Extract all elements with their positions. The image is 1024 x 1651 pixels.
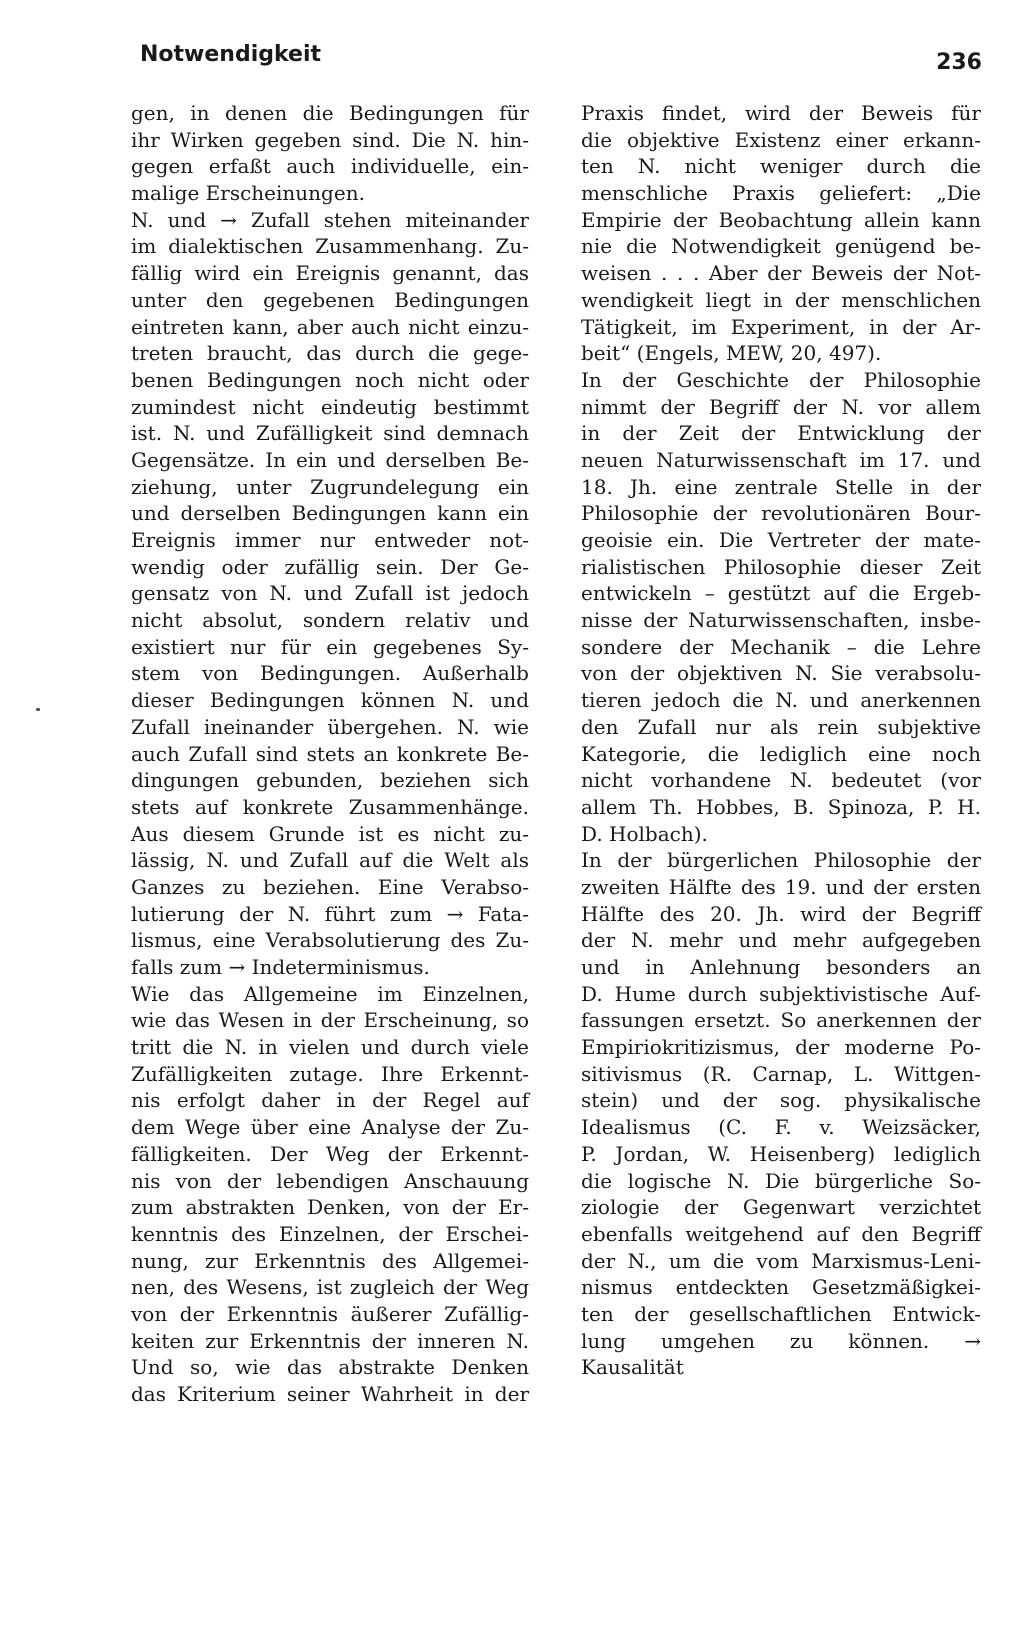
text-line: nisse der Naturwissenschaften, insbe- (581, 608, 981, 633)
text-line: kenntnis des Einzelnen, der Erschei- (131, 1221, 529, 1246)
page-title: Notwendigkeit (140, 42, 322, 67)
text-line: stets auf konkrete Zusammenhänge. (131, 794, 529, 819)
text-line: lung umgehen zu können. → (581, 1328, 981, 1353)
text-line: gegen erfaßt auch individuelle, ein- (131, 154, 529, 179)
text-line: 18. Jh. eine zentrale Stelle in der (581, 474, 981, 499)
text-line: fällig wird ein Ereignis genannt, das (131, 261, 529, 286)
text-line: benen Bedingungen noch nicht oder (131, 367, 529, 392)
text-line: nicht vorhandene N. bedeutet (vor (581, 768, 981, 793)
text-line: zumindest nicht eindeutig bestimmt (131, 394, 529, 419)
text-line: menschliche Praxis geliefert: „Die (581, 181, 981, 206)
text-line: nie die Notwendigkeit genügend be- (581, 234, 981, 259)
text-line: fassungen ersetzt. So anerkennen der (581, 1008, 981, 1033)
text-line: P. Jordan, W. Heisenberg) lediglich (581, 1141, 981, 1166)
text-line: gen, in denen die Bedingungen für (131, 101, 529, 125)
text-line: ihr Wirken gegeben sind. Die N. hin- (131, 127, 529, 152)
text-line: nis von der lebendigen Anschauung (131, 1168, 529, 1193)
text-line: und in Anlehnung besonders an (581, 955, 981, 979)
text-line: von der Erkenntnis äußerer Zufällig- (131, 1301, 529, 1326)
text-line: stem von Bedingungen. Außerhalb (131, 661, 529, 686)
text-line: lutierung der N. führt zum → Fata- (131, 901, 529, 926)
text-line: nen, des Wesens, ist zugleich der Weg (131, 1275, 529, 1300)
text-line: keiten zur Erkenntnis der inneren N. (131, 1328, 529, 1353)
text-line: Und so, wie das abstrakte Denken (131, 1355, 529, 1380)
text-line: Zufall ineinander übergehen. N. wie (131, 714, 529, 739)
text-line: unter den gegebenen Bedingungen (131, 287, 529, 312)
text-line: Tätigkeit, im Experiment, in der Ar- (581, 314, 981, 339)
text-line: N. und → Zufall stehen miteinander (131, 207, 529, 232)
text-line: neuen Naturwissenschaft im 17. und (581, 447, 981, 472)
text-line: nis erfolgt daher in der Regel auf (131, 1088, 529, 1113)
text-line: die objektive Existenz einer erkann- (581, 127, 981, 152)
text-line: dem Wege über eine Analyse der Zu- (131, 1115, 529, 1140)
text-line: in der Zeit der Entwicklung der (581, 421, 981, 446)
text-line: zweiten Hälfte des 19. und der ersten (581, 874, 981, 899)
text-line: wendigkeit liegt in der menschlichen (581, 287, 981, 312)
text-line: ebenfalls weitgehend auf den Begriff (581, 1221, 981, 1246)
text-line: Ereignis immer nur entweder not- (131, 528, 529, 552)
text-line: In der bürgerlichen Philosophie der (581, 848, 981, 873)
text-line: nimmt der Begriff der N. vor allem (581, 394, 981, 419)
text-line: Empiriokritizismus, der moderne Po- (581, 1035, 981, 1060)
text-line: das Kriterium seiner Wahrheit in der (131, 1382, 529, 1406)
text-line: Idealismus (C. F. v. Weizsäcker, (581, 1115, 981, 1140)
text-line: der N. mehr und mehr aufgegeben (581, 928, 981, 953)
text-line: im dialektischen Zusammenhang. Zu- (131, 234, 529, 259)
text-line: eintreten kann, aber auch nicht einzu- (131, 314, 529, 339)
right-text-column (581, 100, 981, 1381)
text-line: tritt die N. in vielen und durch viele (131, 1035, 529, 1060)
text-line: gensatz von N. und Zufall ist jedoch (131, 581, 529, 606)
text-line: Aus diesem Grunde ist es nicht zu- (131, 821, 529, 846)
page-number: 236 (936, 50, 982, 75)
text-line: Philosophie der revolutionären Bour- (581, 501, 981, 526)
text-line: ten der gesellschaftlichen Entwick- (581, 1301, 981, 1326)
text-line: die logische N. Die bürgerliche So- (581, 1168, 981, 1193)
text-line: auch Zufall sind stets an konkrete Be- (131, 741, 529, 766)
text-line: geoisie ein. Die Vertreter der mate- (581, 528, 981, 552)
text-line: ten N. nicht weniger durch die (581, 154, 981, 179)
text-line: existiert nur für ein gegebenes Sy- (131, 634, 529, 659)
text-line: sondere der Mechanik – die Lehre (581, 634, 981, 659)
text-line: fälligkeiten. Der Weg der Erkennt- (131, 1141, 529, 1166)
text-line: dingungen gebunden, beziehen sich (131, 768, 529, 793)
text-line: dieser Bedingungen können N. und (131, 688, 529, 713)
text-line: Kategorie, die lediglich eine noch (581, 741, 981, 766)
text-line: Praxis findet, wird der Beweis für (581, 101, 981, 125)
left-text-column (131, 100, 529, 1408)
text-line: Kausalität (581, 1355, 684, 1380)
text-line: wendig oder zufällig sein. Der Ge- (131, 554, 529, 579)
text-line: D. Holbach). (581, 821, 708, 846)
text-line: tieren jedoch die N. und anerkennen (581, 688, 981, 713)
text-line: stein) und der sog. physikalische (581, 1088, 981, 1113)
text-line: ist. N. und Zufälligkeit sind demnach (131, 421, 529, 446)
text-line: lässig, N. und Zufall auf die Welt als (131, 848, 529, 873)
text-line: der N., um die vom Marxismus-Leni- (581, 1248, 981, 1273)
text-line: Wie das Allgemeine im Einzelnen, (131, 981, 529, 1006)
text-line: nicht absolut, sondern relativ und (131, 608, 529, 633)
text-line: weisen . . . Aber der Beweis der Not- (581, 261, 981, 286)
text-line: Hälfte des 20. Jh. wird der Begriff (581, 901, 981, 926)
text-line: treten braucht, das durch die gege- (131, 341, 529, 366)
text-line: beit“ (Engels, MEW, 20, 497). (581, 341, 882, 366)
text-line: und derselben Bedingungen kann ein (131, 501, 529, 526)
text-line: sitivismus (R. Carnap, L. Wittgen- (581, 1061, 981, 1086)
print-speck (36, 708, 40, 711)
text-line: den Zufall nur als rein subjektive (581, 714, 981, 739)
text-line: zum abstrakten Denken, von der Er- (131, 1195, 529, 1220)
text-line: lismus, eine Verabsolutierung des Zu- (131, 928, 529, 953)
text-line: nismus entdeckten Gesetzmäßigkei- (581, 1275, 981, 1300)
text-line: nung, zur Erkenntnis des Allgemei- (131, 1248, 529, 1273)
text-line: Gegensätze. In ein und derselben Be- (131, 447, 529, 472)
text-line: allem Th. Hobbes, B. Spinoza, P. H. (581, 794, 981, 819)
text-line: malige Erscheinungen. (131, 181, 365, 206)
text-line: Empirie der Beobachtung allein kann (581, 207, 981, 232)
text-line: ziehung, unter Zugrundelegung ein (131, 474, 529, 499)
text-line: In der Geschichte der Philosophie (581, 367, 981, 392)
text-line: Zufälligkeiten zutage. Ihre Erkennt- (131, 1061, 529, 1086)
text-line: D. Hume durch subjektivistische Auf- (581, 981, 981, 1006)
text-line: ziologie der Gegenwart verzichtet (581, 1195, 981, 1220)
text-line: wie das Wesen in der Erscheinung, so (131, 1008, 529, 1033)
text-line: Ganzes zu beziehen. Eine Verabso- (131, 874, 529, 899)
text-line: falls zum → Indeterminismus. (131, 955, 430, 979)
text-line: rialistischen Philosophie dieser Zeit (581, 554, 981, 579)
text-line: entwickeln – gestützt auf die Ergeb- (581, 581, 981, 606)
text-line: von der objektiven N. Sie verabsolu- (581, 661, 981, 686)
